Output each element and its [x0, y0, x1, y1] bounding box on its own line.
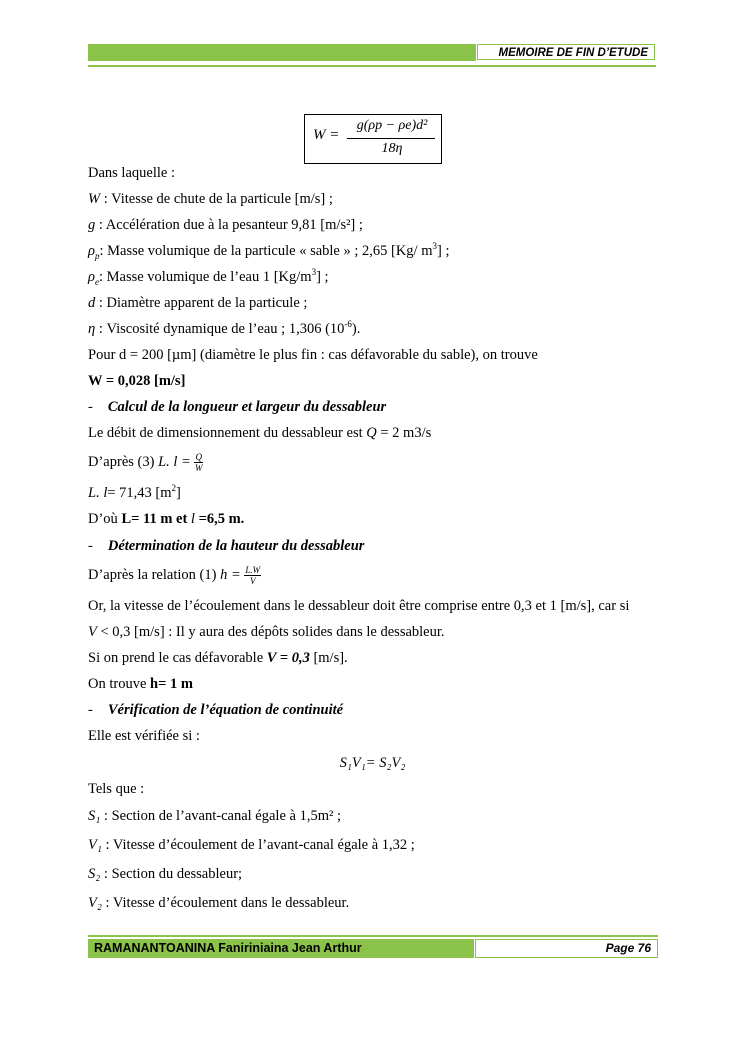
section-heading: [88, 398, 386, 416]
footer-author: RAMANANTOANINA Faniriniaina Jean Arthur: [94, 941, 362, 955]
text-part: Le débit de dimensionnement du dessableur est: [88, 425, 367, 441]
formula-denominator: 18η: [381, 141, 403, 156]
text-line: [88, 623, 445, 641]
heading-text: Vérification de l’équation de continuité: [107, 702, 344, 718]
text-line: [88, 807, 341, 825]
symbol: d: [88, 295, 96, 311]
formula-lhs: W =: [313, 127, 340, 143]
equation: L. l =: [158, 454, 191, 470]
text-part: [m/s].: [309, 650, 348, 666]
definition: : Vitesse d’écoulement de l’avant-canal égale à 1,32 ;: [101, 837, 415, 853]
symbol: W: [88, 191, 101, 207]
subscript: e: [94, 276, 99, 287]
bullet-dash: -: [88, 399, 93, 415]
denominator: V: [249, 576, 256, 587]
heading-text: Détermination de la hauteur du dessableur: [107, 538, 365, 554]
denominator: W: [194, 463, 203, 474]
text-line: Elle est vérifiée si :: [88, 728, 200, 744]
continuity-equation: S₁V₁= S₂V₂: [339, 755, 406, 771]
text-line: [88, 649, 348, 667]
bold-part: h= 1 m: [150, 676, 193, 692]
numerator: L.W: [245, 565, 261, 576]
symbol: V₁: [88, 837, 102, 853]
text-part: Si on prend le cas défavorable: [88, 650, 267, 666]
symbol: ρ: [88, 243, 95, 259]
text-line: [88, 675, 193, 693]
header-title: MEMOIRE DE FIN D’ETUDE: [477, 44, 655, 60]
definition: : Diamètre apparent de la particule ;: [95, 295, 308, 311]
definition: : Section du dessableur;: [100, 866, 243, 882]
text-line: [88, 563, 261, 587]
definition: : Section de l’avant-canal égale à 1,5m² ;: [100, 808, 341, 824]
text-part: On trouve: [88, 676, 151, 692]
symbol: V₂: [88, 895, 102, 911]
text-part: D’après la relation (1): [88, 567, 221, 583]
text-line: [88, 450, 203, 474]
text-line: Dans laquelle :: [88, 165, 175, 181]
text-part: D’où: [88, 511, 122, 527]
superscript: -6: [344, 319, 352, 330]
equation: h =: [220, 567, 241, 583]
symbol: g: [88, 217, 96, 233]
footer-page-number: Page 76: [475, 939, 658, 958]
fall-velocity-formula: [304, 114, 442, 164]
result-line: W = 0,028 [m/s]: [88, 373, 186, 389]
symbol: η: [88, 321, 96, 337]
text-line: [88, 424, 431, 442]
symbol: Q: [366, 425, 377, 441]
superscript: 3: [311, 267, 317, 278]
text-line: Tels que :: [88, 781, 145, 797]
text-line: [88, 865, 242, 883]
definition: < 0,3 [m/s] : Il y aura des dépôts solides dans le dessableur.: [96, 624, 445, 640]
bold-part: =6,5 m.: [194, 511, 245, 527]
text-line: Or, la vitesse de l’écoulement dans le dessableur doit être comprise entre 0,3 et 1 [m/s], car si: [88, 598, 630, 614]
formula-numerator: g(ρp − ρe)d²: [356, 118, 428, 133]
text-line: [88, 268, 329, 286]
numerator: Q: [195, 452, 202, 463]
text-line: [88, 216, 363, 234]
symbol: S₁: [88, 808, 101, 824]
definition-end: ] ;: [316, 269, 329, 285]
footer-rule: [88, 935, 658, 937]
text-line: Pour d = 200 [µm] (diamètre le plus fin : cas défavorable du sable), on trouve: [88, 347, 538, 363]
definition: : Masse volumique de la particule « sable » ; 2,65 [Kg/ m: [99, 243, 433, 259]
text-line: [88, 510, 244, 528]
text-part: = 2 m3/s: [376, 425, 432, 441]
text-line: [88, 320, 360, 338]
bold-part: L= 11 m et: [121, 511, 191, 527]
section-heading: [88, 537, 364, 555]
symbol: ρ: [88, 269, 95, 285]
fraction: [244, 565, 261, 586]
definition-end: ]: [176, 485, 181, 501]
subscript: p: [94, 250, 100, 261]
text-part: D’après (3): [88, 454, 159, 470]
header-rule: [88, 65, 656, 67]
definition-end: ] ;: [437, 243, 450, 259]
text-line: [88, 836, 415, 854]
text-line: [88, 242, 449, 260]
text-line: [88, 190, 333, 208]
definition: = 71,43 [m: [107, 485, 172, 501]
definition: : Accélération due à la pesanteur 9,81 [m/s²] ;: [95, 217, 363, 233]
page-footer: [88, 935, 658, 959]
bullet-dash: -: [88, 702, 93, 718]
section-heading: [88, 701, 343, 719]
definition: : Vitesse d’écoulement dans le dessableur.: [101, 895, 350, 911]
symbol: l: [190, 511, 195, 527]
symbol: L. l: [88, 485, 108, 501]
text-line: [88, 294, 307, 312]
page-header: [88, 44, 656, 62]
bullet-dash: -: [88, 538, 93, 554]
text-line: [88, 484, 181, 502]
fraction: [194, 452, 203, 473]
bold-part: V = 0,3: [266, 650, 310, 666]
definition-end: ).: [351, 321, 361, 337]
definition: : Vitesse de chute de la particule [m/s] ;: [100, 191, 333, 207]
text-line: [88, 894, 349, 912]
header-band: [88, 44, 476, 61]
heading-text: Calcul de la longueur et largeur du dessableur: [107, 399, 387, 415]
footer-author-band: [88, 939, 474, 958]
definition: : Masse volumique de l’eau 1 [Kg/m: [98, 269, 312, 285]
superscript: 2: [171, 483, 177, 494]
symbol: S₂: [88, 866, 101, 882]
formula-fraction-bar: [347, 138, 435, 139]
symbol: V: [88, 624, 97, 640]
definition: : Viscosité dynamique de l’eau ; 1,306 (10: [95, 321, 345, 337]
superscript: 3: [432, 241, 437, 252]
